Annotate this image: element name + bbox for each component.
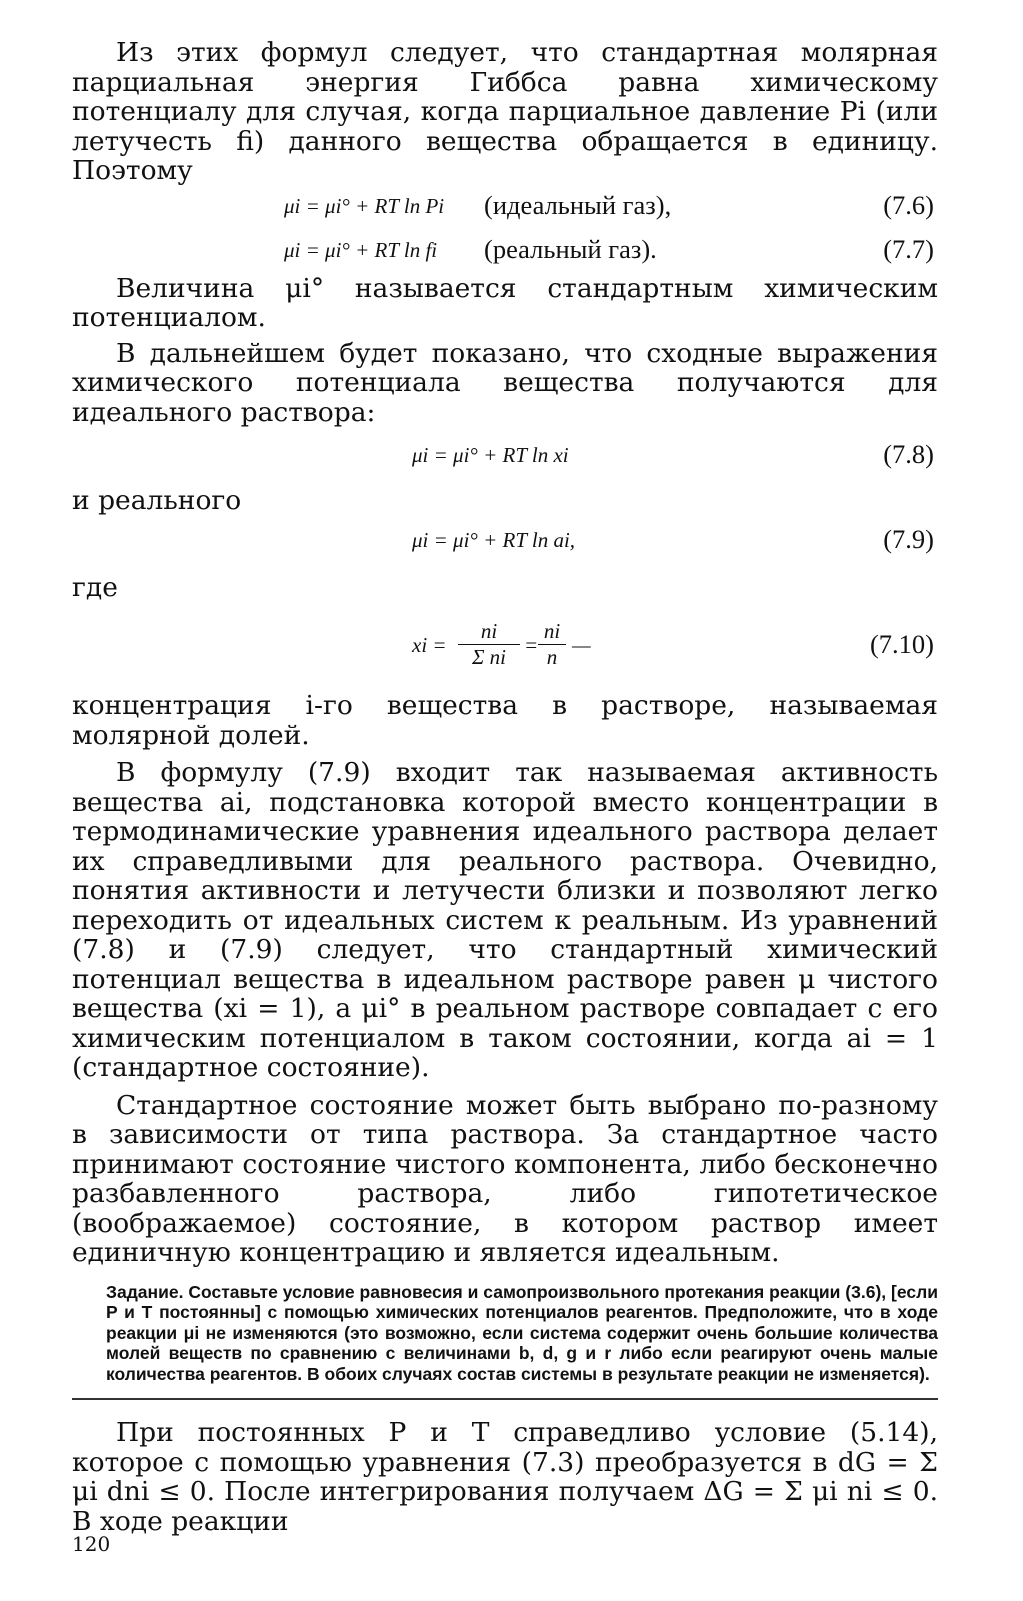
lead-text: где xyxy=(72,572,118,603)
equation-7-9 xyxy=(72,516,938,572)
lead-text: и реального xyxy=(72,485,242,516)
equation-formula: μi = μi° + RT ln Pi xyxy=(284,193,445,218)
equation-formula: μi = μi° + RT ln fi xyxy=(284,237,438,262)
equation-label: (идеальный газ), xyxy=(484,189,672,220)
paragraph-1: Из этих формул следует, что стандартная молярная парциальная энергия Гиббса равна химическому потенциалу для случая, когда парциальное давление Pi (или летучесть fi) данного вещества обращается в единицу. Поэтому xyxy=(72,37,938,186)
equation-label: (реальный газ). xyxy=(484,233,657,264)
fraction-denominator: Σ ni xyxy=(458,644,520,670)
divider xyxy=(72,1398,938,1400)
equation-7-8 xyxy=(72,427,938,485)
fraction-equals: = xyxy=(524,633,539,657)
equation-number: (7.6) xyxy=(883,189,934,220)
fraction-lhs: xi = xyxy=(412,633,447,657)
fraction-2 xyxy=(538,619,566,670)
paragraph-2: Величина μi° называется стандартным химическим потенциалом. xyxy=(72,272,938,333)
fraction-denominator: n xyxy=(538,644,566,670)
paragraph-7: При постоянных P и T справедливо условие (5.14), которое с помощью уравнения (7.3) преобразуется в dG = Σ μi dni ≤ 0. После интегрирования получаем ΔG = Σ μi ni ≤ 0. В ходе реакции xyxy=(72,1417,938,1537)
fraction-numerator: ni xyxy=(543,619,561,643)
fraction-numerator: ni xyxy=(480,619,498,643)
paragraph-3: В дальнейшем будет показано, что сходные выражения химического потенциала вещества получаются для идеального раствора: xyxy=(72,337,938,428)
equation-number: (7.7) xyxy=(883,233,934,264)
page-body xyxy=(72,38,938,1536)
fraction-tail: — xyxy=(572,633,591,657)
equation-7-6 xyxy=(72,186,938,230)
equation-formula: μi = μi° + RT ln ai, xyxy=(412,528,576,552)
equation-number: (7.10) xyxy=(869,629,934,659)
equation-7-10 xyxy=(72,603,938,681)
task-block: Задание. Составьте условие равновесия и самопроизвольного протекания реакции (3.6), [если P и T постоянны] с помощью химических потенциалов реагентов. Предположите, что в ходе реакции μi не изменяются (это возможно, если система содержит очень большие количества молей веществ по сравнению с величинами b, d, g и r либо если реагируют очень малые количества реагентов. В обоих случаях состав системы в результате реакции не изменяется). xyxy=(106,1281,938,1384)
equation-formula: μi = μi° + RT ln xi xyxy=(412,443,569,467)
equation-number: (7.8) xyxy=(883,439,934,469)
paragraph-6: Стандартное состояние может быть выбрано по-разному в зависимости от типа раствора. За стандартное часто принимают состояние чистого компонента, либо бесконечно разбавленного раствора, либо гипотетическое (воображаемое) состояние, в котором раствор имеет единичную концентрацию и является идеальным. xyxy=(72,1089,938,1268)
fraction-1 xyxy=(458,619,520,670)
page-number: 120 xyxy=(72,1532,111,1556)
paragraph-5: В формулу (7.9) входит так называемая активность вещества ai, подстановка которой вместо концентрации в термодинамические уравнения идеального раствора делает их справедливыми для реального раствора. Очевидно, понятия активности и летучести близки и позволяют легко переходить от идеальных систем к реальным. Из уравнений (7.8) и (7.9) следует, что стандартный химический потенциал вещества в идеальном растворе равен μ чистого вещества (xi = 1), а μi° в реальном растворе совпадает с его химическим потенциалом в таком состоянии, когда ai = 1 (стандартное состояние). xyxy=(72,757,938,1083)
equation-7-7 xyxy=(72,230,938,274)
equation-number: (7.9) xyxy=(883,524,934,554)
paragraph-4: концентрация i-го вещества в растворе, называемая молярной долей. xyxy=(72,690,938,751)
